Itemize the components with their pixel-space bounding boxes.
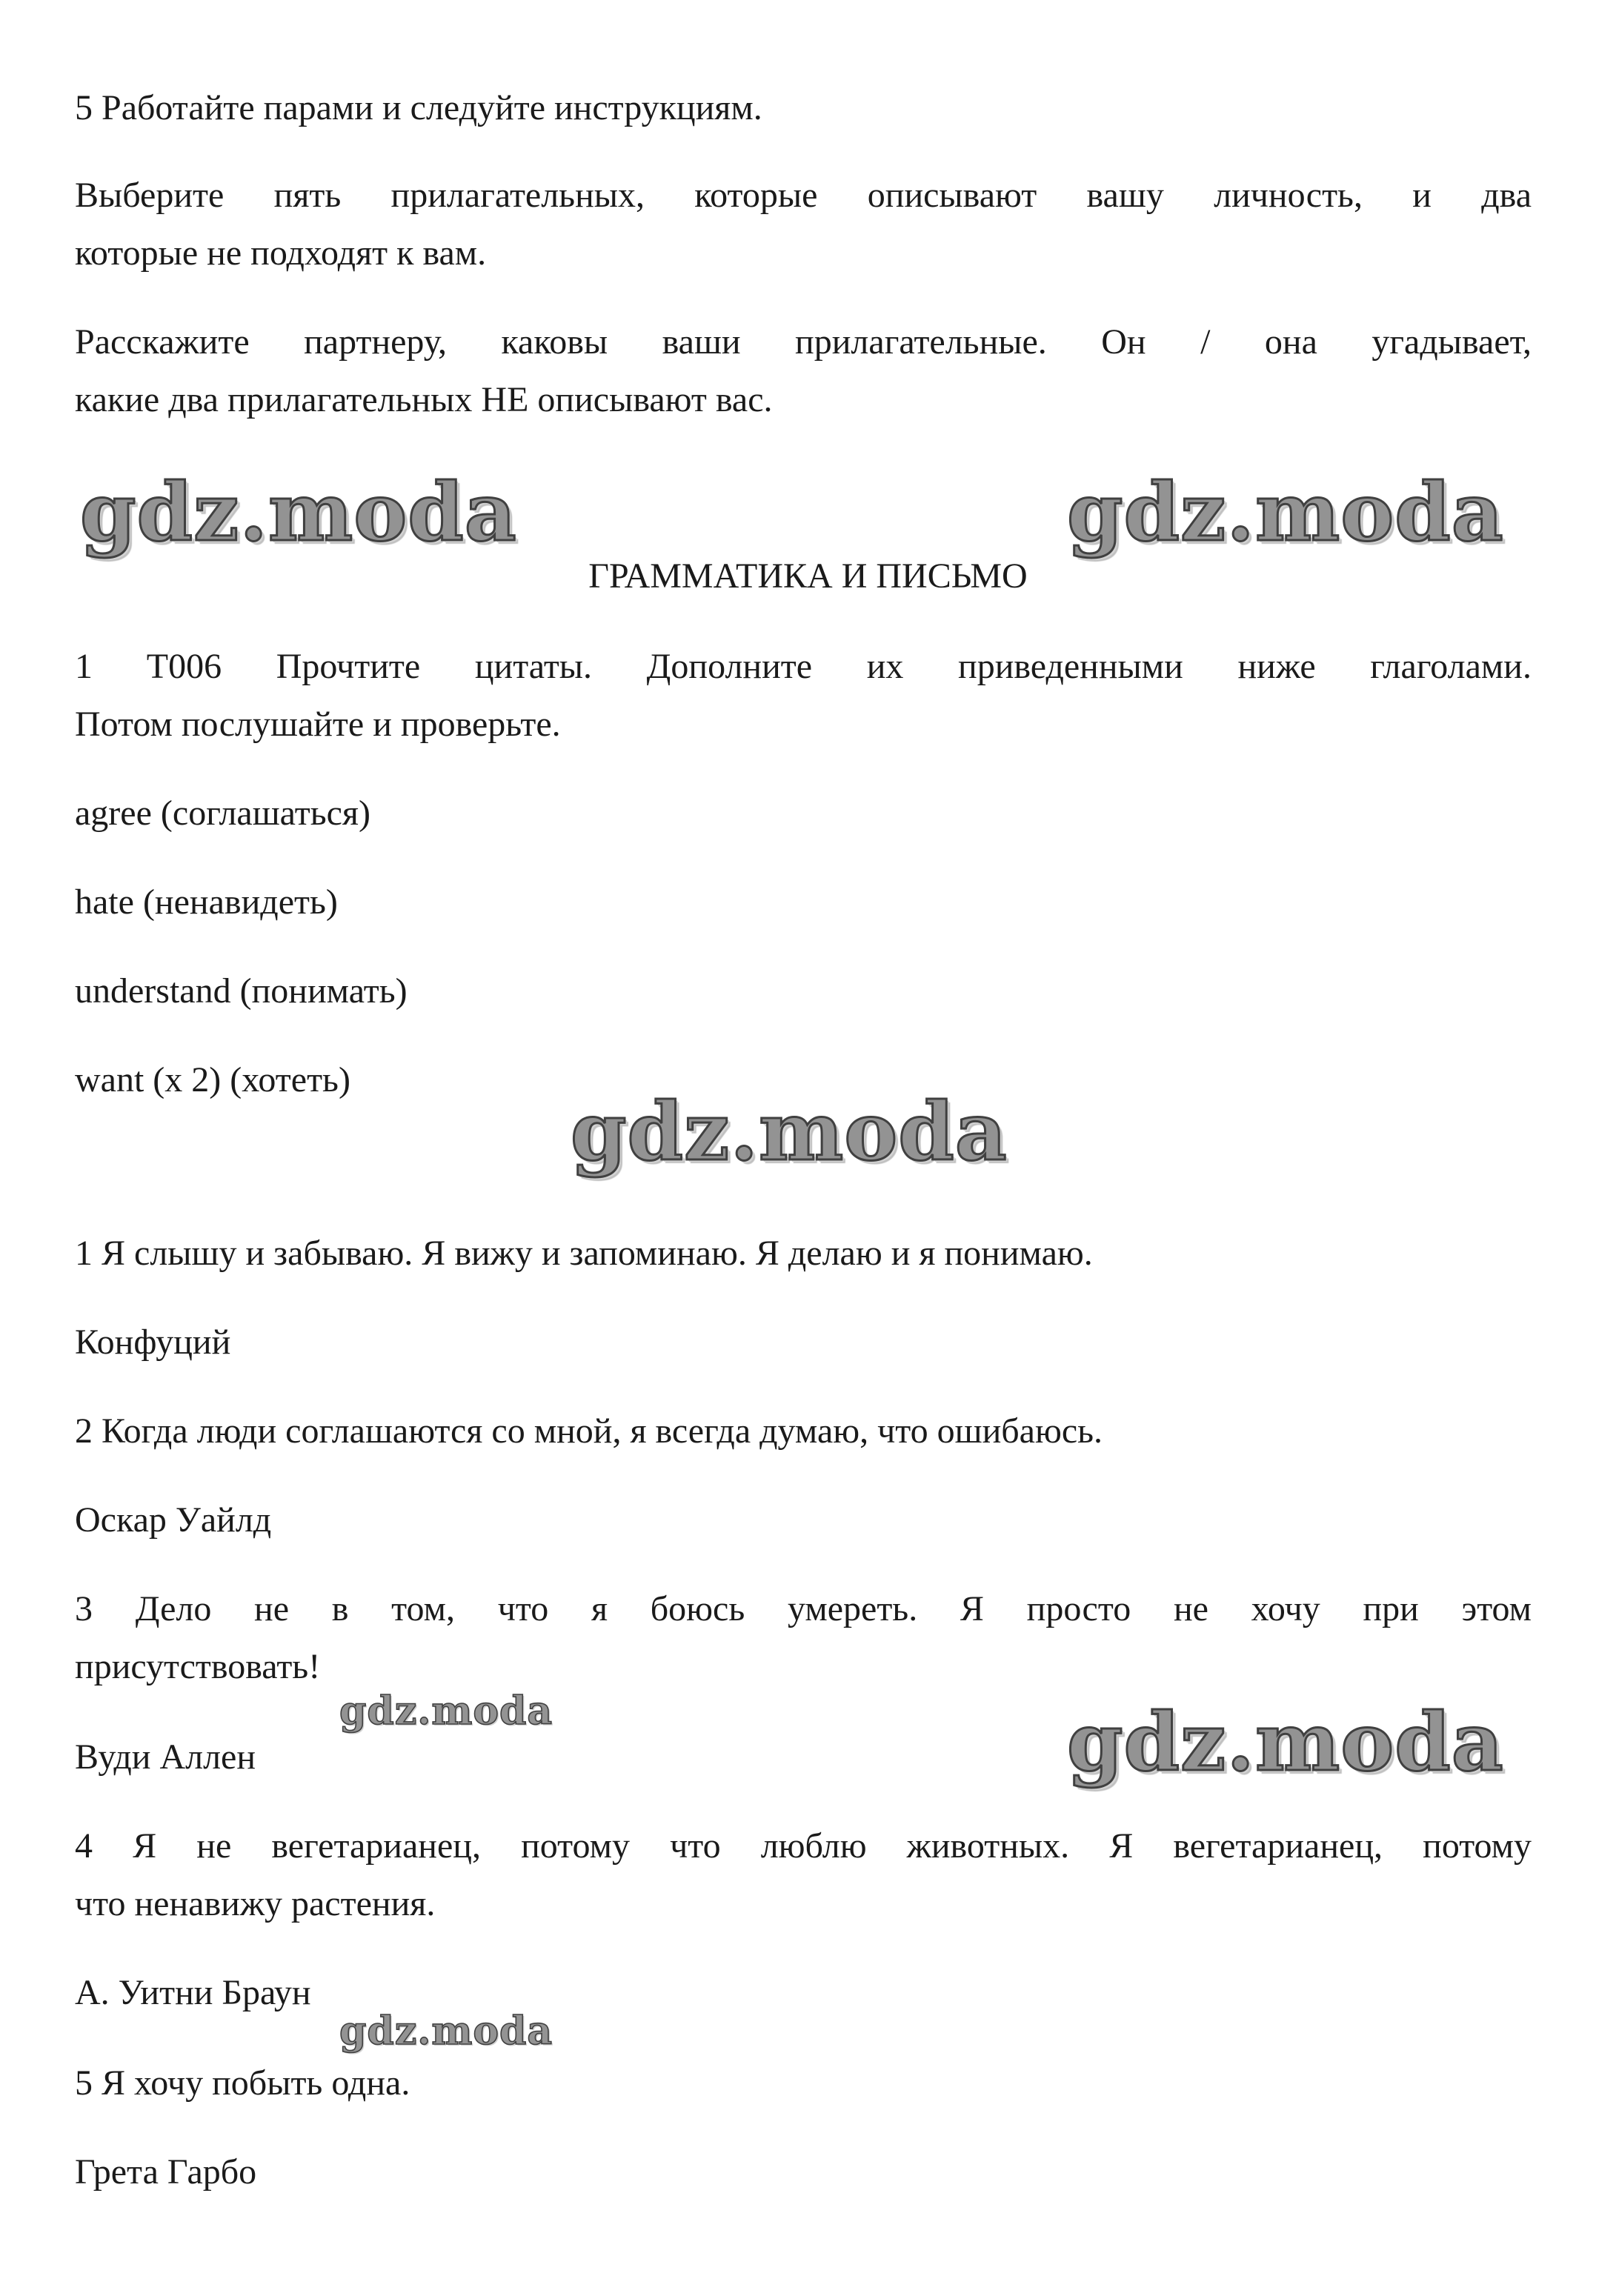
quote-4-text-line1: 4 Я не вегетарианец, потому что люблю животных. Я вегетарианец, потому [75, 1826, 1532, 1866]
watermark-logo: gdz.moda [1067, 466, 1504, 559]
section5-paragraph1-line1: Выберите пять прилагательных, которые описывают вашу личность, и два [75, 176, 1532, 215]
quote-5-author: Грета Гарбо [75, 2152, 257, 2192]
task-line2: Потом послушайте и проверьте. [75, 705, 561, 744]
watermark-logo: gdz.moda [339, 1688, 553, 1734]
quote-2-text: 2 Когда люди соглашаются со мной, я всегда думаю, что ошибаюсь. [75, 1411, 1103, 1451]
quote-3-author: Вуди Аллен [75, 1737, 256, 1777]
quote-4-text-line2: что ненавижу растения. [75, 1884, 436, 1923]
verb-item: understand (понимать) [75, 971, 408, 1011]
quote-4-author: А. Уитни Браун [75, 1973, 311, 2012]
verb-item: hate (ненавидеть) [75, 882, 338, 922]
section5-paragraph2-line2: какие два прилагательных НЕ описывают вас. [75, 380, 773, 419]
task-line1: 1 T006 Прочтите цитаты. Дополните их приведенными ниже глаголами. [75, 647, 1532, 686]
section5-heading: 5 Работайте парами и следуйте инструкциям. [75, 88, 762, 127]
quote-1-text: 1 Я слышу и забываю. Я вижу и запоминаю. Я делаю и я понимаю. [75, 1234, 1093, 1273]
verb-item: agree (соглашаться) [75, 793, 370, 833]
quote-3-text-line1: 3 Дело не в том, что я боюсь умереть. Я просто не хочу при этом [75, 1589, 1532, 1628]
section5-paragraph2-line1: Расскажите партнеру, каковы ваши прилагательные. Он / она угадывает, [75, 322, 1532, 362]
quote-2-author: Оскар Уайлд [75, 1500, 272, 1540]
watermark-logo: gdz.moda [571, 1085, 1008, 1179]
watermark-logo: gdz.moda [80, 466, 517, 559]
verb-item: want (x 2) (хотеть) [75, 1060, 350, 1099]
quote-5-text: 5 Я хочу побыть одна. [75, 2063, 410, 2103]
quote-3-text-line2: присутствовать! [75, 1647, 321, 1686]
section-title: ГРАММАТИКА И ПИСЬМО [588, 556, 1028, 596]
watermark-logo: gdz.moda [339, 2009, 553, 2054]
section5-paragraph1-line2: которые не подходят к вам. [75, 233, 487, 273]
watermark-logo: gdz.moda [1067, 1696, 1504, 1789]
quote-1-author: Конфуций [75, 1322, 231, 1362]
